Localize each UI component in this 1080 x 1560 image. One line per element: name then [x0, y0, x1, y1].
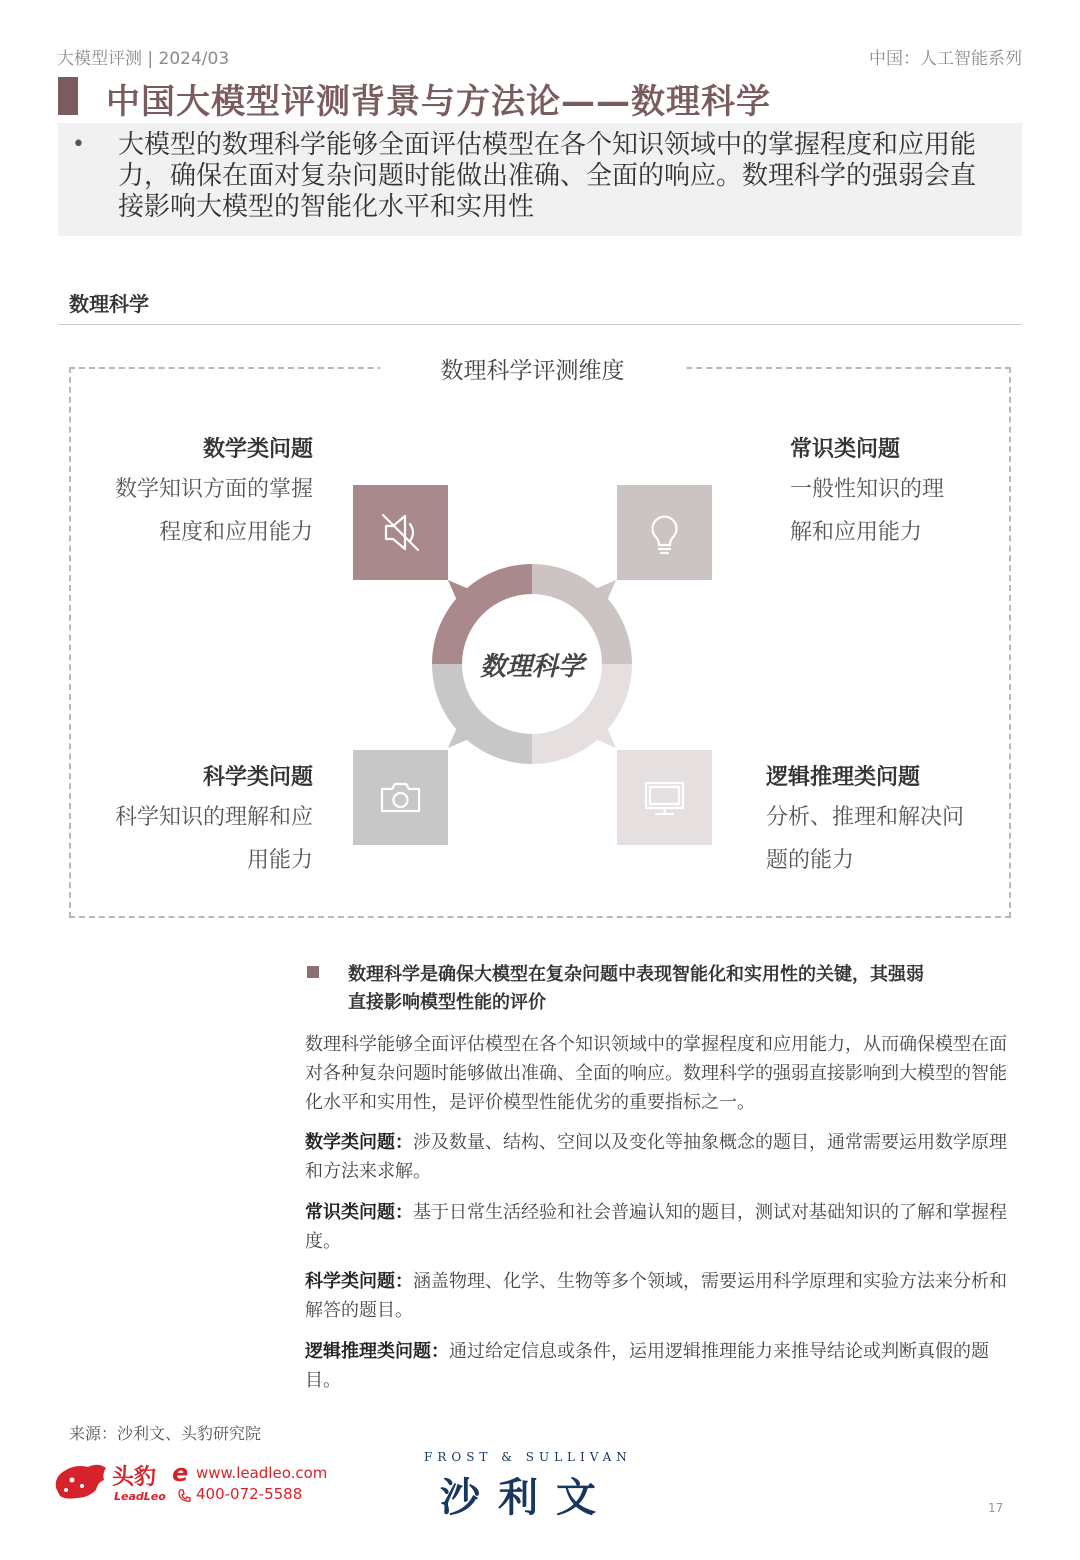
- page-title: 中国大模型评测背景与方法论——数理科学: [106, 82, 771, 122]
- website-link[interactable]: www.leadleo.com: [196, 1464, 328, 1482]
- science-desc-line1: 科学知识的理解和应: [114, 805, 313, 830]
- science-desc-line2: 用能力: [246, 848, 313, 873]
- intro-bullet: •: [72, 132, 85, 157]
- leadleo-en-name: LeadLeo: [114, 1490, 166, 1503]
- summary-item-text: 基于日常生活经验和社会普遍认知的题目，测试对基础知识的了解和掌握程度。: [305, 1202, 1007, 1252]
- monitor-icon: [617, 750, 712, 845]
- summary-heading-line1: 数理科学是确保大模型在复杂问题中表现智能化和实用性的关键，其强弱: [348, 964, 924, 985]
- science-tile: [353, 750, 448, 845]
- section-title: 数理科学: [69, 292, 149, 316]
- math-title: 数学类问题: [202, 437, 313, 462]
- summary-heading: [348, 961, 1018, 1017]
- common-tile: [617, 485, 712, 580]
- phone-number: 400-072-5588: [196, 1485, 303, 1503]
- math-desc-line1: 数学知识方面的掌握: [114, 477, 313, 502]
- leadleo-e-mark: e: [172, 1459, 189, 1487]
- logic-tile: [617, 750, 712, 845]
- logic-desc-line1: 分析、推理和解决问: [766, 805, 965, 830]
- leadleo-cn-name: 头豹: [112, 1465, 157, 1490]
- speaker-muted-icon: [353, 485, 448, 580]
- summary-item-label: 科学类问题：: [305, 1271, 413, 1292]
- summary-item-text: 涉及数量、结构、空间以及变化等抽象概念的题目，通常需要运用数学原理和方法来求解。: [305, 1132, 1007, 1182]
- summary-item-science: [305, 1267, 1015, 1325]
- summary-item-text: 通过给定信息或条件，运用逻辑推理能力来推导结论或判断真假的题目。: [305, 1341, 989, 1391]
- science-title: 科学类问题: [202, 765, 313, 790]
- logic-title: 逻辑推理类问题: [766, 765, 921, 790]
- common-desc-line1: 一般性知识的理: [790, 477, 945, 502]
- logic-desc-line2: 题的能力: [766, 848, 855, 873]
- header-series: 中国：人工智能系列: [869, 49, 1022, 69]
- dimension-title: 数理科学评测维度: [440, 358, 625, 384]
- lightbulb-icon: [617, 485, 712, 580]
- summary-item-label: 常识类问题：: [305, 1202, 413, 1223]
- math-tile: [353, 485, 448, 580]
- leopard-logo-icon: [52, 1458, 110, 1506]
- intro-text: 大模型的数理科学能够全面评估模型在各个知识领域中的掌握程度和应用能力，确保在面对复杂问题时能做出准确、全面的响应。数理科学的强弱会直接影响大模型的智能化水平和实用性: [118, 130, 977, 222]
- summary-item-label: 数学类问题：: [305, 1132, 413, 1153]
- common-desc-line2: 解和应用能力: [790, 520, 923, 545]
- summary-item-label: 逻辑推理类问题：: [305, 1341, 449, 1362]
- summary-heading-line2: 直接影响模型性能的评价: [348, 992, 546, 1013]
- header-report-date: 大模型评测 | 2024/03: [57, 49, 230, 69]
- summary-item-common: [305, 1198, 1015, 1256]
- camera-icon: [353, 750, 448, 845]
- math-desc-line2: 程度和应用能力: [158, 520, 313, 545]
- center-label: 数理科学: [479, 652, 584, 682]
- summary-bullet: [307, 966, 319, 978]
- summary-item-text: 涵盖物理、化学、生物等多个领域，需要运用科学原理和实验方法来分析和解答的题目。: [305, 1271, 1007, 1321]
- summary-item-logic: [305, 1337, 1015, 1395]
- phone-icon: [176, 1488, 192, 1504]
- frost-sullivan-cn: 沙利文: [440, 1475, 614, 1521]
- summary-item-math: [305, 1128, 1015, 1186]
- frost-sullivan-en: FROST & SULLIVAN: [424, 1450, 632, 1464]
- page-number: 17: [988, 1501, 1004, 1515]
- source-note: 来源：沙利文、头豹研究院: [69, 1424, 262, 1443]
- common-title: 常识类问题: [790, 437, 901, 462]
- summary-intro: 数理科学能够全面评估模型在各个知识领域中的掌握程度和应用能力，从而确保模型在面对各种复杂问题时能够做出准确、全面的响应。数理科学的强弱直接影响到大模型的智能化水平和实用性，是评价模型性能优劣的重要指标之一。: [305, 1034, 1007, 1113]
